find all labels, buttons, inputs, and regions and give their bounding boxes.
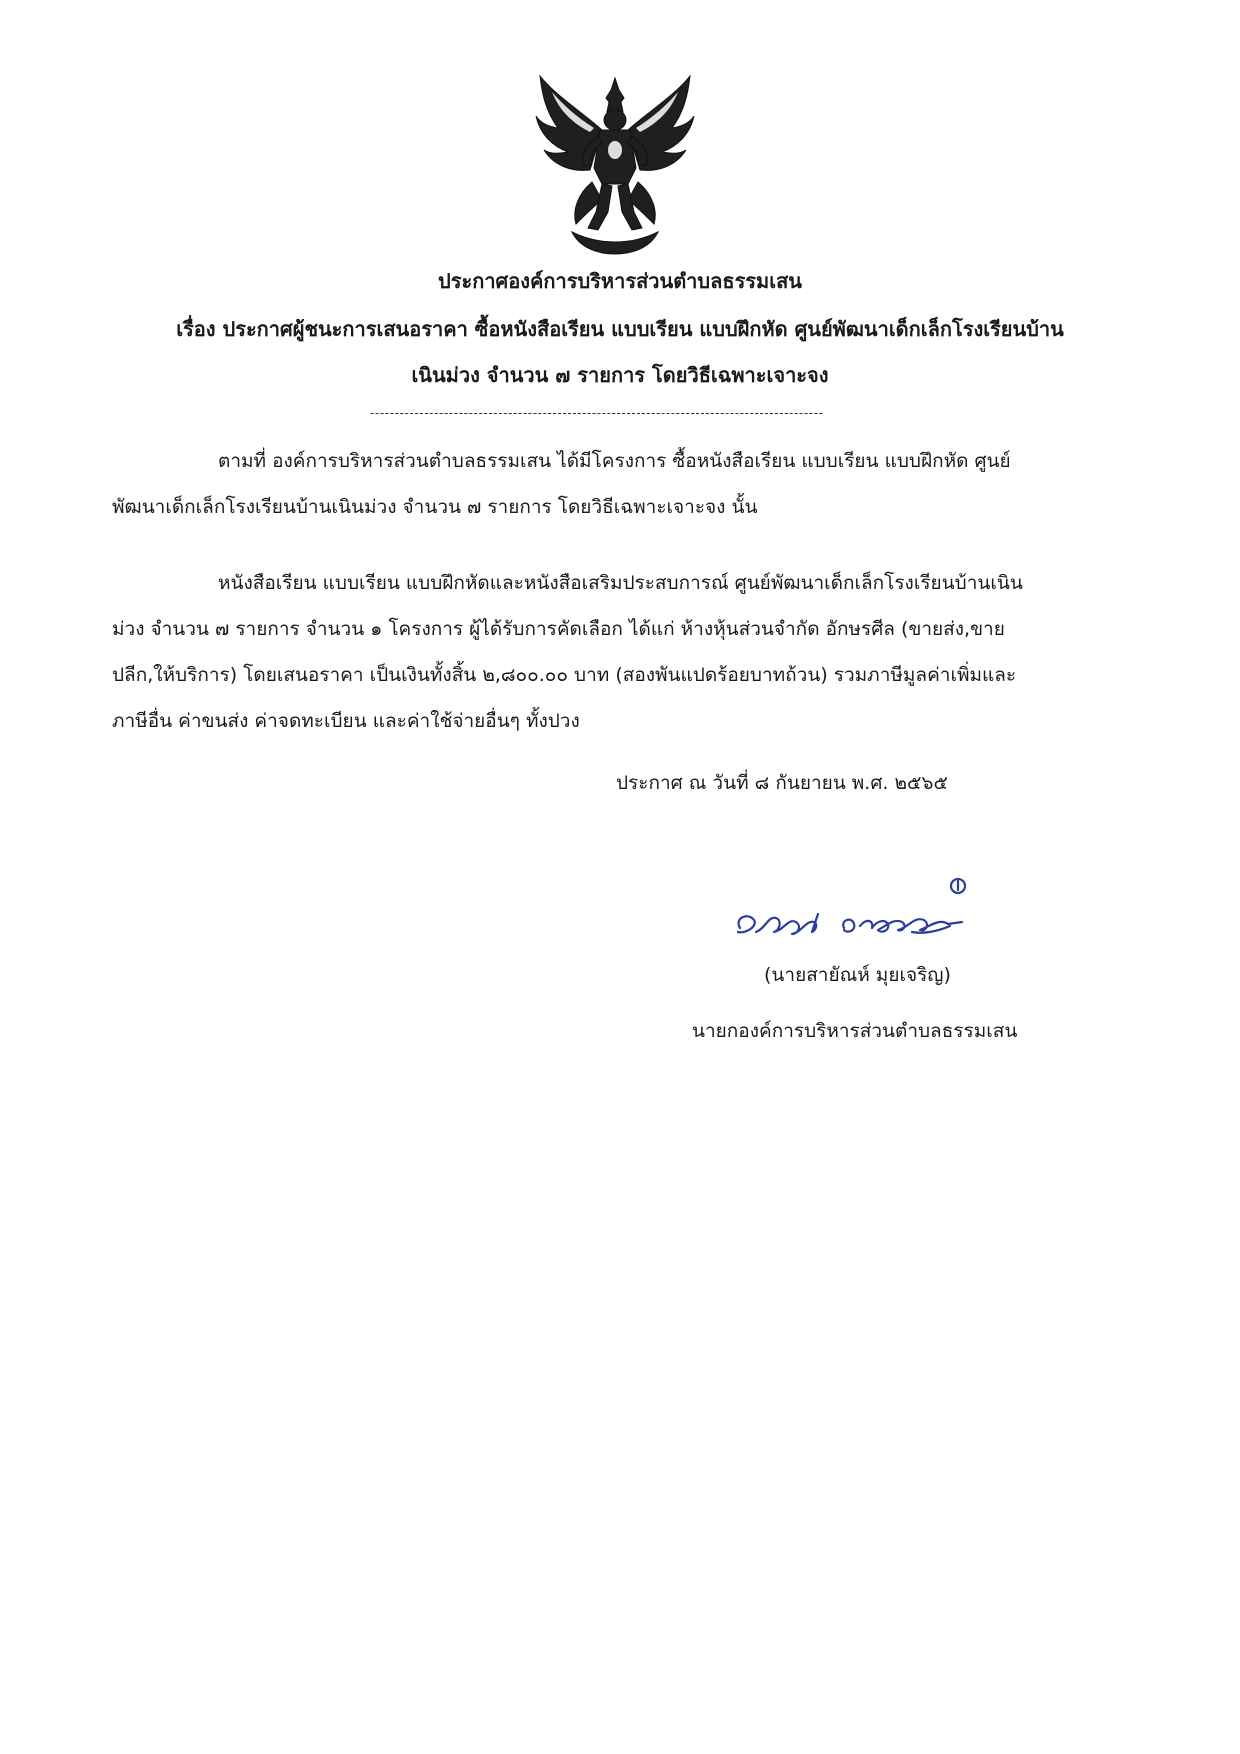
paragraph-2-line-3: ปลีก,ให้บริการ) โดยเสนอราคา เป็นเงินทั้งสิ้น ๒,๘๐๐.๐๐ บาท (สองพันแปดร้อยบาทถ้วน) รวมภาษีมูลค่าเพิ่มและ [112, 664, 1017, 686]
garuda-emblem-icon [532, 72, 698, 258]
signer-title: นายกองค์การบริหารส่วนตำบลธรรมเสน [692, 1020, 1018, 1042]
handwritten-signature-icon [726, 868, 988, 952]
announcement-date: ประกาศ ณ วันที่ ๘ กันยายน พ.ศ. ๒๕๖๕ [616, 772, 948, 794]
signer-name: (นายสายัณห์ มุยเจริญ) [764, 964, 951, 986]
paragraph-2-line-4: ภาษีอื่น ค่าขนส่ง ค่าจดทะเบียน และค่าใช้จ่ายอื่นๆ ทั้งปวง [112, 710, 580, 732]
announcement-subject: เรื่อง ประกาศผู้ชนะการเสนอราคา ซื้อหนังสือเรียน แบบเรียน แบบฝึกหัด ศูนย์พัฒนาเด็กเล็กโรงเรียนบ้าน [176, 317, 1064, 341]
paragraph-2-line-2: ม่วง จำนวน ๗ รายการ จำนวน ๑ โครงการ ผู้ได้รับการคัดเลือก ได้แก่ ห้างหุ้นส่วนจำกัด อักษรศีล (ขายส่ง,ขาย [112, 618, 1005, 640]
paragraph-1-line-1: ตามที่ องค์การบริหารส่วนตำบลธรรมเสน ได้มีโครงการ ซื้อหนังสือเรียน แบบเรียน แบบฝึกหัด ศูนย์ [218, 450, 1011, 472]
paragraph-1-line-2: พัฒนาเด็กเล็กโรงเรียนบ้านเนินม่วง จำนวน ๗ รายการ โดยวิธีเฉพาะเจาะจง นั้น [112, 496, 758, 518]
separator-line: -------------------------------------------------------------------------------------------- [370, 406, 824, 420]
announcement-subject-cont: เนินม่วง จำนวน ๗ รายการ โดยวิธีเฉพาะเจาะจง [411, 363, 829, 387]
announcement-title: ประกาศองค์การบริหารส่วนตำบลธรรมเสน [438, 269, 802, 293]
paragraph-2-line-1: หนังสือเรียน แบบเรียน แบบฝึกหัดและหนังสือเสริมประสบการณ์ ศูนย์พัฒนาเด็กเล็กโรงเรียนบ้านเนิน [218, 572, 1023, 594]
